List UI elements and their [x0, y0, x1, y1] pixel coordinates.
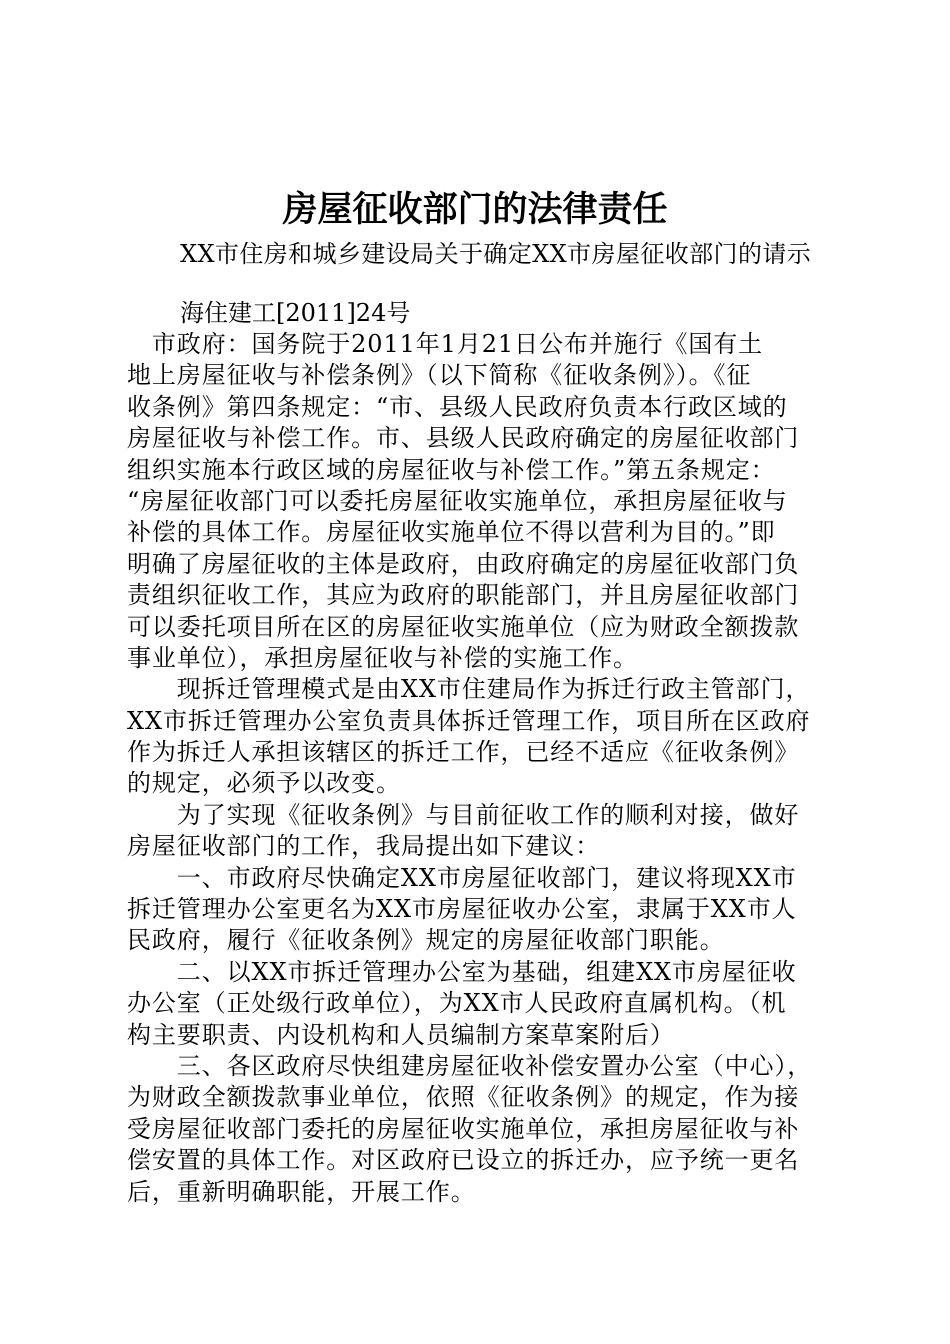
- body-line: 三、各区政府尽快组建房屋征收补偿安置办公室（中心），: [127, 1051, 813, 1080]
- body-line: 为了实现《征收条例》与目前征收工作的顺利对接，做好: [127, 800, 800, 829]
- body-line: 房屋征收与补偿工作。市、县级人民政府确定的房屋征收部门: [127, 424, 800, 453]
- body-line: 拆迁管理办公室更名为XX市房屋征收办公室，隶属于XX市人: [127, 895, 797, 924]
- body-line: 后，重新明确职能，开展工作。: [127, 1177, 476, 1206]
- body-line: 受房屋征收部门委托的房屋征收实施单位，承担房屋征收与补: [127, 1114, 800, 1143]
- body-line: 房屋征收部门的工作，我局提出如下建议：: [127, 832, 601, 861]
- body-line: “房屋征收部门可以委托房屋征收实施单位，承担房屋征收与: [127, 486, 788, 515]
- body-line: 地上房屋征收与补偿条例》（以下简称《征收条例》）。《征: [127, 361, 752, 390]
- body-line: 责组织征收工作，其应为政府的职能部门，并且房屋征收部门: [127, 581, 800, 610]
- body-line: 民政府，履行《征收条例》规定的房屋征收部门职能。: [127, 926, 725, 955]
- body-line: 组织实施本行政区域的房屋征收与补偿工作。”第五条规定：: [127, 455, 776, 484]
- body-line: 补偿的具体工作。房屋征收实施单位不得以营利为目的。”即: [127, 518, 776, 547]
- body-line: 为财政全额拨款事业单位，依照《征收条例》的规定，作为接: [127, 1083, 800, 1112]
- body-line: 可以委托项目所在区的房屋征收实施单位（应为财政全额拨款: [127, 612, 800, 641]
- body-line: 现拆迁管理模式是由XX市住建局作为拆迁行政主管部门，: [127, 675, 811, 704]
- body-line: 明确了房屋征收的主体是政府，由政府确定的房屋征收部门负: [127, 549, 800, 578]
- body-line: 构主要职责、内设机构和人员编制方案草案附后）: [127, 1020, 675, 1049]
- body-line: 收条例》第四条规定：“市、县级人民政府负责本行政区域的: [127, 392, 788, 421]
- body-line: 办公室（正处级行政单位），为XX市人民政府直属机构。（机: [127, 989, 787, 1018]
- body-line: 作为拆迁人承担该辖区的拆迁工作，已经不适应《征收条例》: [127, 738, 800, 767]
- document-subtitle: XX市住房和城乡建设局关于确定XX市房屋征收部门的请示: [180, 240, 812, 268]
- body-line: 的规定，必须予以改变。: [127, 769, 401, 798]
- body-line: 事业单位），承担房屋征收与补偿的实施工作。: [127, 643, 638, 672]
- body-line: 偿安置的具体工作。对区政府已设立的拆迁办，应予统一更名: [127, 1146, 800, 1175]
- body-line: 市政府：国务院于2011年1月21日公布并施行《国有土: [127, 330, 764, 358]
- body-line: 一、市政府尽快确定XX市房屋征收部门，建议将现XX市: [127, 863, 797, 892]
- document-number: 海住建工[2011]24号: [180, 299, 411, 327]
- document-title: 房屋征收部门的法律责任: [282, 189, 668, 230]
- body-line: XX市拆迁管理办公室负责具体拆迁管理工作，项目所在区政府: [127, 706, 811, 735]
- document-body: [127, 329, 835, 1208]
- body-line: 二、以XX市拆迁管理办公室为基础，组建XX市房屋征收: [127, 957, 797, 986]
